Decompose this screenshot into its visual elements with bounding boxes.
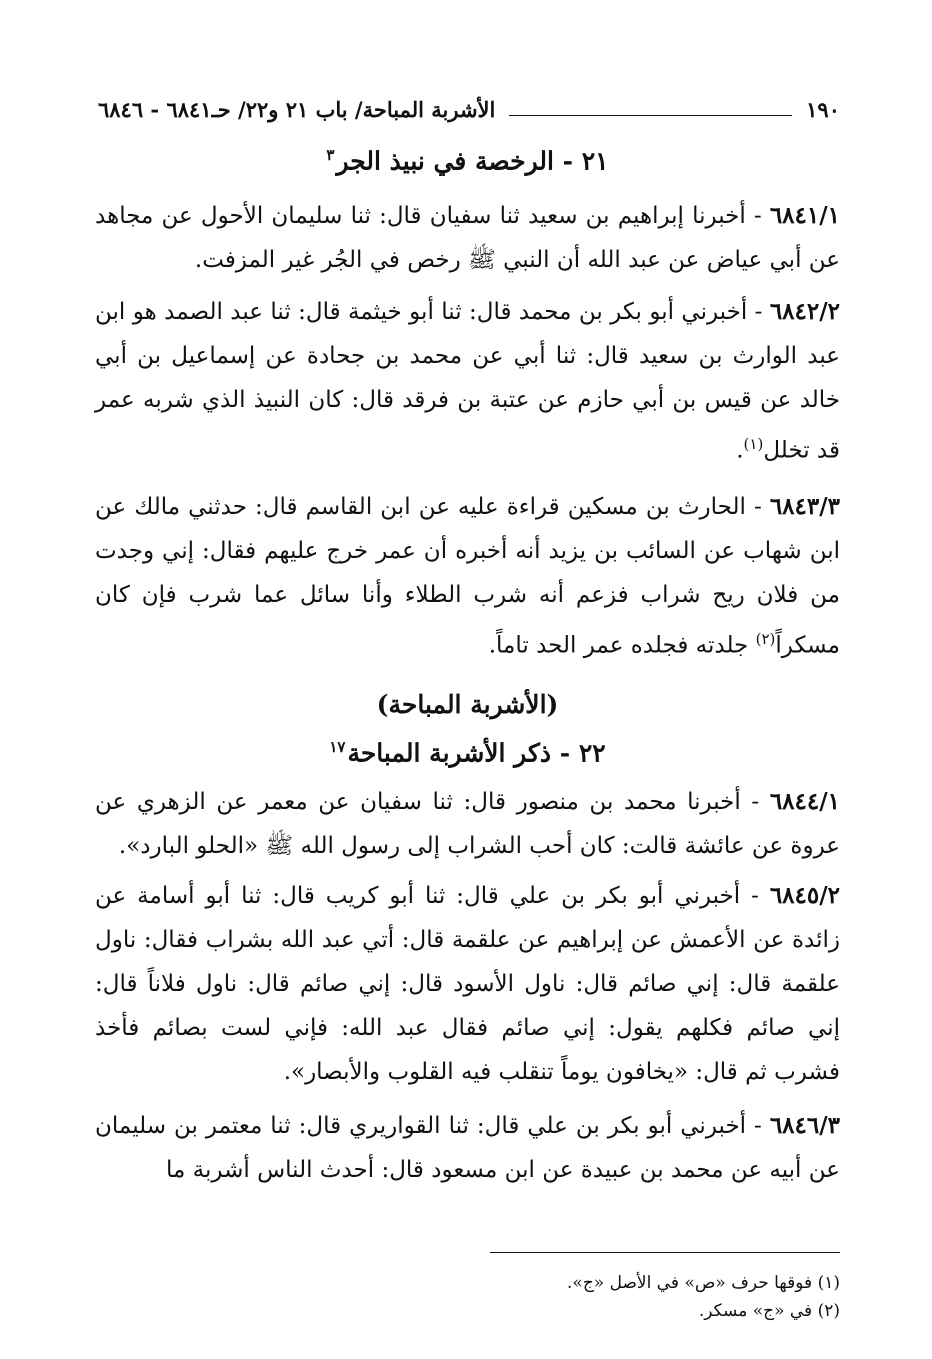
hadith-6844 <box>95 780 840 868</box>
hadith-number: ٦٨٤٣/٣ <box>769 492 840 520</box>
chapter-21-heading <box>95 146 840 176</box>
hadith-6842 <box>95 290 840 473</box>
hadith-number: ٦٨٤٢/٢ <box>769 298 840 326</box>
chapter-22-title: ٢٢ - ذكر الأشربة المباحة <box>347 737 606 767</box>
footnotes <box>490 1252 840 1325</box>
hadith-text: - أخبرني أبو بكر بن علي قال: ثنا القواريري قال: ثنا معتمر بن سليمان عن أبيه عن محمد بن عبيدة عن ابن مسعود قال: أحدث الناس أشربة ما <box>95 1112 840 1183</box>
book-section-heading <box>95 690 840 720</box>
chapter-22-count: ١٧ <box>329 737 346 756</box>
page-number: ١٩٠ <box>806 97 840 122</box>
chapter-21-title: ٢١ - الرخصة في نبيذ الجر <box>336 146 609 176</box>
footnote-1: (١) فوقها حرف «ص» في الأصل «ج». <box>567 1273 840 1293</box>
hadith-number: ٦٨٤٥/٢ <box>769 881 840 909</box>
hadith-6846 <box>95 1104 840 1192</box>
book-section-title: (الأشربة المباحة) <box>376 689 559 719</box>
hadith-text: - أخبرنا محمد بن منصور قال: ثنا سفيان عن معمر عن الزهري عن عروة عن عائشة قالت: كان أحب الشراب إلى رسول الله ﷺ «الحلو البارد». <box>95 788 840 859</box>
chapter-21-count: ٣ <box>326 146 335 164</box>
hadith-text-tail: . <box>736 437 744 464</box>
footnote-ref-2[interactable]: (٢) <box>755 629 776 648</box>
hadith-number: ٦٨٤١/١ <box>769 202 840 230</box>
footnote-ref-1[interactable]: (١) <box>743 435 764 454</box>
page-body <box>95 140 840 1192</box>
hadith-text: - أخبرني أبو بكر بن محمد قال: ثنا أبو خيثمة قال: ثنا عبد الصمد هو ابن عبد الوارث بن سعيد قال: ثنا أبي عن محمد بن جحادة عن إسماعيل بن أبي خالد عن قيس بن أبي حازم عن عتبة بن فرقد قال: كان النبيذ الذي شربه عمر قد تخلل <box>95 299 840 464</box>
header-rule <box>509 115 792 116</box>
running-header <box>98 88 840 124</box>
hadith-text: - الحارث بن مسكين قراءة عليه عن ابن القاسم قال: حدثني مالك عن ابن شهاب عن السائب بن يزيد أنه أخبره أن عمر خرج عليهم فقال: إني وجدت من فلان ريح شراب فزعم أنه شرب الطلاء وأنا سائل عما شرب فإن كان مسكراً <box>95 493 840 659</box>
footnote-2: (٢) في «ج» مسكر. <box>698 1301 840 1321</box>
hadith-6841 <box>95 194 840 282</box>
hadith-text-tail: جلدته فجلده عمر الحد تاماً. <box>488 632 756 659</box>
hadith-6843 <box>95 485 840 668</box>
running-title: الأشربة المباحة/ باب ٢١ و٢٢/ حـ٦٨٤١ - ٦٨٤٦ <box>98 97 496 122</box>
hadith-6845 <box>95 874 840 1094</box>
hadith-text: - أخبرني أبو بكر بن علي قال: ثنا أبو كريب قال: ثنا أبو أسامة عن زائدة عن الأعمش عن إبراهيم عن علقمة قال: أتي عبد الله بشراب فقال: ناول علقمة قال: إني صائم قال: ناول الأسود قال: إني صائم قال: ناول فلاناً قال: إني صائم فكلهم يقول: إني صائم فقال عبد الله: فإني لست بصائم فأخذ فشرب ثم قال: «يخافون يوماً تنقلب فيه القلوب والأبصار». <box>95 882 840 1085</box>
hadith-number: ٦٨٤٦/٣ <box>769 1111 840 1139</box>
hadith-text: - أخبرنا إبراهيم بن سعيد ثنا سفيان قال: ثنا سليمان الأحول عن مجاهد عن أبي عياض عن عبد الله أن النبي ﷺ رخص في الجُر غير المزفت. <box>95 203 840 274</box>
chapter-22-heading <box>95 738 840 768</box>
hadith-number: ٦٨٤٤/١ <box>769 787 840 815</box>
